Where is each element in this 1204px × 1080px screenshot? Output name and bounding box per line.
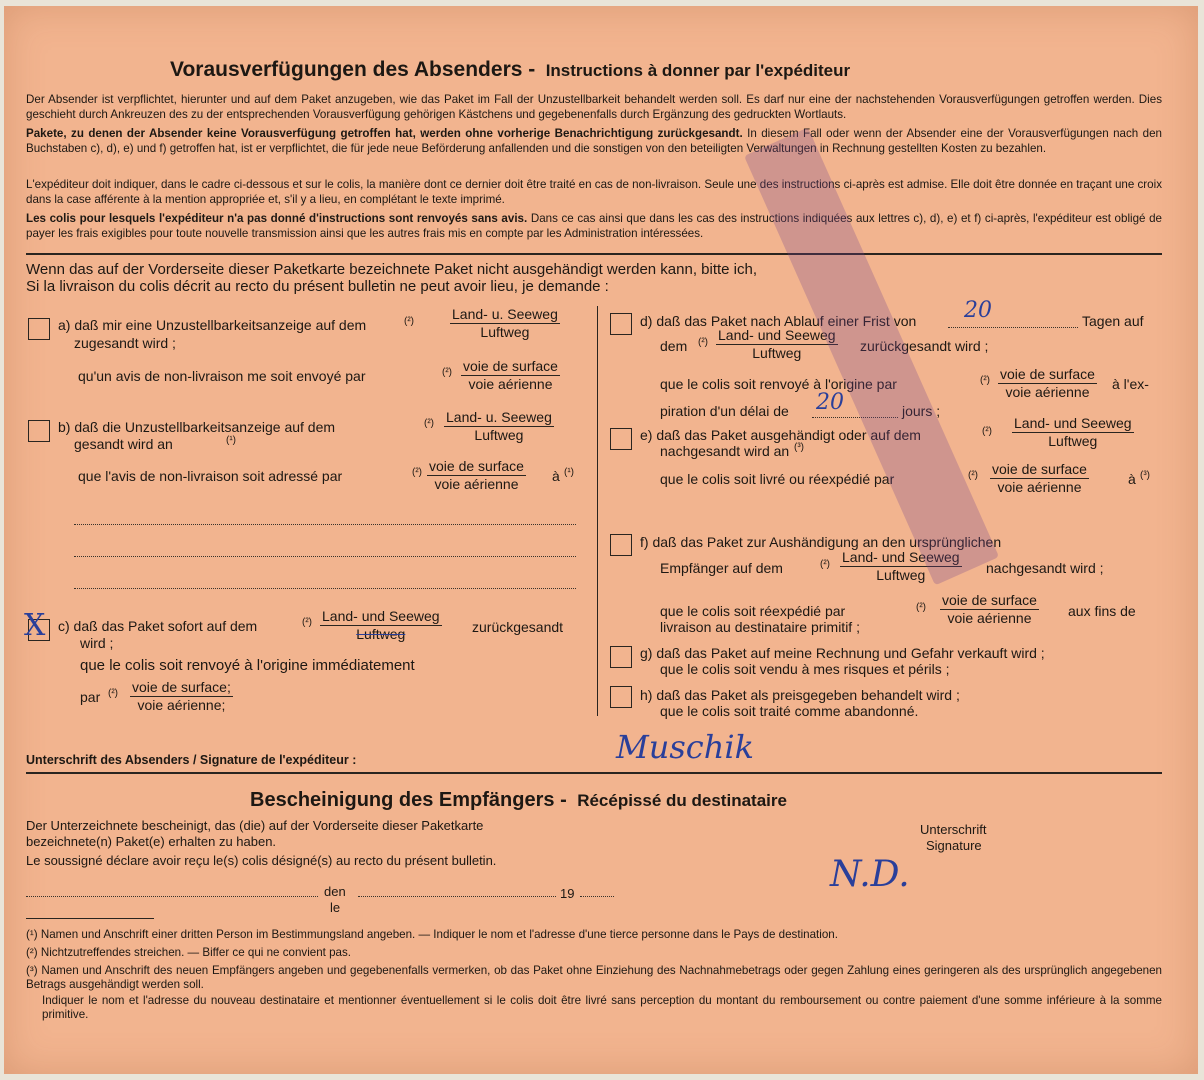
fn-ref: (²) [302,617,312,628]
option-b-checkbox[interactable] [28,420,50,442]
intro-fr-1: L'expéditeur doit indiquer, dans le cadre ci-dessous et sur le colis, la manière dont ce dernier doit être traité en cas de non-livraison. Seule une des instructions ci-après est admise. Elle doit être donnée en traçant une croix dans la case afférente à la mention appropriée et, s'il y a lieu, en complétant le texte imprimé. [26,178,1162,206]
fraction-denominator: voie aérienne [997,479,1082,495]
option-h-checkbox[interactable] [610,686,632,708]
receipt-signature-de: Unterschrift [920,822,987,837]
intro-fr-2-bold: Les colis pour lesquels l'expéditeur n'a pas donné d'instructions sont renvoyés sans avis. [26,212,528,225]
option-b-fr: que l'avis de non-livraison soit adressé par [78,468,343,484]
heading-fr: Instructions à donner par l'expéditeur [545,61,851,80]
heading-de: Vorausverfügungen des Absenders - [170,58,536,81]
intro-fr-2 [26,212,1162,241]
fraction-denominator: voie aérienne; [137,697,226,713]
option-c-line2: wird ; [80,635,114,651]
intro-de-1: Der Absender ist verpflichtet, hierunter und auf dem Paket anzugeben, wie das Paket im Fall der Unzustellbarkeit behandelt werden soll. Es darf nur eine der nachstehenden Vorausverfügungen getroffen werden. Dies geschieht durch Ankreuzen des zu der entsprechenden Vorausverfügung gehörigen Kästchens und gegebenenfalls durch Ergänzung des gedruckten Wortlauts. [26,93,1162,121]
year-label: 19 [560,886,575,901]
option-c-line1-end: zurückgesandt [472,619,564,635]
fraction-numerator: voie de surface [992,461,1087,477]
option-h-fr: que le colis soit traité comme abandonné. [660,703,919,719]
request-fr: Si la livraison du colis décrit au recto du présent bulletin ne peut avoir lieu, je demande : [26,278,609,295]
footnote-2-marker: (²) [26,946,38,959]
option-d-fr2: piration d'un délai de [660,403,789,419]
receipt-title-fr: Récépissé du destinataire [577,791,787,810]
intro-de-2 [26,127,1162,156]
option-c-fr2: par [80,689,101,705]
sender-signature-handwritten: Muschik [616,728,754,766]
option-a-line1: a) daß mir eine Unzustellbarkeitsanzeige auf dem [58,317,367,333]
option-b-route-fraction [444,409,554,444]
fraction-numerator: voie de surface; [132,679,231,695]
option-d-line2: dem [660,338,688,354]
option-a-fr: qu'un avis de non-livraison me soit envoyé par [78,368,366,384]
option-f-fr1: que le colis soit réexpédié par [660,603,846,619]
option-g-line1: g) daß das Paket auf meine Rechnung und Gefahr verkauft wird ; [640,645,1045,661]
fraction-denominator: Luftweg [876,567,926,583]
footnote-rule [26,918,154,919]
footnote-2 [26,946,1162,960]
fraction-denominator: voie aérienne [947,610,1032,626]
address-line[interactable] [74,588,576,589]
option-e-fr-end: à [1128,471,1136,487]
option-e-checkbox[interactable] [610,428,632,450]
receipt-title-de: Bescheinigung des Empfängers - [250,789,567,811]
option-f-fr2: livraison au destinataire primitif ; [660,619,860,635]
fn-ref: (¹) [226,435,236,446]
option-b-line2: gesandt wird an [74,436,173,452]
option-g-checkbox[interactable] [610,646,632,668]
fraction-numerator: Land- u. Seeweg [452,306,558,322]
option-e-line1: e) daß das Paket ausgehändigt oder auf dem [640,427,921,443]
option-f-checkbox[interactable] [610,534,632,556]
fraction-denominator: Luftweg [752,345,802,361]
fraction-denominator: Luftweg [480,324,530,340]
footnote-1 [26,928,1162,942]
date-field[interactable] [358,896,556,897]
option-b-line1: b) daß die Unzustellbarkeitsanzeige auf dem [58,419,336,435]
fn-ref: (²) [982,426,992,437]
fraction-denominator: Luftweg [474,427,524,443]
address-line[interactable] [74,524,576,525]
fn-ref: (²) [442,367,452,378]
option-a-checkbox[interactable] [28,318,50,340]
request-de: Wenn das auf der Vorderseite dieser Paketkarte bezeichnete Paket nicht ausgehändigt werden kann, bitte ich, [26,261,758,278]
footnote-1-text: Namen und Anschrift einer dritten Person im Bestimmungsland angeben. — Indiquer le nom et l'adresse d'une tierce personne dans le Pays de destination. [40,928,838,941]
form-sheet [4,6,1198,1074]
days-handwritten: 20 [964,298,992,323]
fraction-denominator: Luftweg [1048,433,1098,449]
footnote-3 [26,964,1162,992]
fraction-numerator: voie de surface [463,358,558,374]
intro-de-2-rest: In diesem Fall oder wenn der Absender eine der Vorausverfügungen nach den Buchstaben c), d), e) und f) getroffen hat, ist er verpflichtet, die für jede neue Beförderung anfallenden und die sonstigen von den beteiligten Verwaltungen in Rechnung gestellten Kosten zu bezahlen. [26,127,1162,155]
option-a-line2: zugesandt wird ; [74,335,176,351]
fraction-numerator: Land- u. Seeweg [446,409,552,425]
option-e-fr: que le colis soit livré ou réexpédié par [660,471,895,487]
footnote-1-marker: (¹) [26,928,38,941]
option-d-line1-end: Tagen auf [1082,313,1144,329]
divider-receipt [26,772,1162,774]
fn-ref: (²) [698,337,708,348]
fraction-numerator: Land- und Seeweg [1014,415,1132,431]
option-d-route-fraction [716,327,838,362]
footnote-3-fr: Indiquer le nom et l'adresse du nouveau destinataire et mentionner éventuellement si le colis doit être livré sans perception du montant du remboursement ou contre paiement d'une somme inférieure à la somme primitive. [42,994,1162,1021]
jours-handwritten: 20 [816,390,844,415]
sender-signature-label: Unterschrift des Absenders / Signature de l'expéditeur : [26,753,357,767]
option-e-route-fraction [1012,415,1134,450]
fn-ref: (³) [794,442,804,453]
fn-ref: (³) [1140,470,1150,481]
form-heading [170,58,850,82]
place-field[interactable] [26,896,318,897]
option-d-fr1: que le colis soit renvoyé à l'origine par [660,376,897,392]
receipt-signature-fr: Signature [926,838,982,853]
divider-top [26,253,1162,255]
receipt-de-2: bezeichnete(n) Paket(e) erhalten zu haben. [26,834,277,849]
option-b-voie-fraction [427,458,526,493]
option-d-fr1-end: à l'ex- [1112,376,1149,392]
recipient-signature-handwritten: N.D. [830,854,910,895]
intro-fr-2-rest: Dans ce cas ainsi que dans les cas des instructions indiquées aux lettres c), d), e) et f) ci-après, l'expéditeur est obligé de payer les frais exigibles pour toute nouvelle transmission ainsi que les autres frais mis en compte par les Administration intéressées. [26,212,1162,240]
option-g-fr: que le colis soit vendu à mes risques et périls ; [660,661,950,677]
fraction-numerator: voie de surface [429,458,524,474]
fn-ref: (²) [820,559,830,570]
option-d-checkbox[interactable] [610,313,632,335]
option-a-voie-fraction [461,358,560,393]
fraction-numerator: Land- und Seeweg [322,608,440,624]
footnote-3-marker: (³) [26,964,38,977]
option-c-voie-fraction [130,679,233,714]
option-b-fr-end: à [552,468,560,484]
fraction-numerator: voie de surface [942,592,1037,608]
fn-ref: (²) [424,418,434,429]
days-field[interactable] [948,327,1078,328]
fn-ref: (²) [412,467,422,478]
option-c-route-fraction [320,608,442,643]
fraction-denominator: voie aérienne [434,476,519,492]
option-c-check-mark: X [24,608,46,643]
fraction-numerator: Land- und Seeweg [718,327,836,343]
footnote-3-text: Namen und Anschrift des neuen Empfängers angeben und gegebenenfalls vermerken, ob das Paket ohne Einziehung des Nachnahmebetrags oder gegen Zahlung eines geringeren als des ursprünglich angegebenen Betrags ausgehändigt werden soll. [26,964,1162,991]
footnote-2-text: Nichtzutreffendes streichen. — Biffer ce qui ne convient pas. [40,946,352,959]
fraction-denominator: voie aérienne [468,376,553,392]
option-a-route-fraction [450,306,560,341]
date-label-fr: le [330,900,341,915]
option-c-line1: c) daß das Paket sofort auf dem [58,618,258,634]
intro-de-2-bold: Pakete, zu denen der Absender keine Vorausverfügung getroffen hat, werden ohne vorherige Benachrichtigung zurückgesandt. [26,127,743,140]
option-c-fr1: que le colis soit renvoyé à l'origine immédiatement [80,657,415,674]
option-e-line2: nachgesandt wird an [660,443,790,459]
option-d-voie-fraction [998,366,1097,401]
address-line[interactable] [74,556,576,557]
fn-ref: (²) [968,470,978,481]
fraction-denominator: voie aérienne [1005,384,1090,400]
option-e-voie-fraction [990,461,1089,496]
fraction-denominator: Luftweg [356,626,406,642]
receipt-heading [250,789,787,812]
option-f-line2-end: nachgesandt wird ; [986,560,1104,576]
option-d-line1: d) daß das Paket nach Ablauf einer Frist von [640,313,917,329]
date-label-de: den [324,884,346,899]
fn-ref: (¹) [564,467,574,478]
option-d-line2-end: zurückgesandt wird ; [860,338,989,354]
fraction-numerator: voie de surface [1000,366,1095,382]
fn-ref: (²) [404,316,414,327]
option-h-line1: h) daß das Paket als preisgegeben behandelt wird ; [640,687,960,703]
receipt-fr: Le soussigné déclare avoir reçu le(s) colis désigné(s) au recto du présent bulletin. [26,853,497,868]
fn-ref: (²) [980,375,990,386]
fn-ref: (²) [916,602,926,613]
option-f-line2: Empfänger auf dem [660,560,783,576]
column-divider [597,306,598,716]
receipt-de-1: Der Unterzeichnete bescheinigt, das (die) auf der Vorderseite dieser Paketkarte [26,818,484,833]
option-d-fr2-end: jours ; [902,403,941,419]
option-f-fr1-end: aux fins de [1068,603,1136,619]
year-field[interactable] [580,896,614,897]
fraction-numerator: Land- und Seeweg [842,549,960,565]
fn-ref: (²) [108,688,118,699]
option-f-voie-fraction [940,592,1039,627]
option-f-line1: f) daß das Paket zur Aushändigung an den ursprünglichen [640,534,1002,550]
